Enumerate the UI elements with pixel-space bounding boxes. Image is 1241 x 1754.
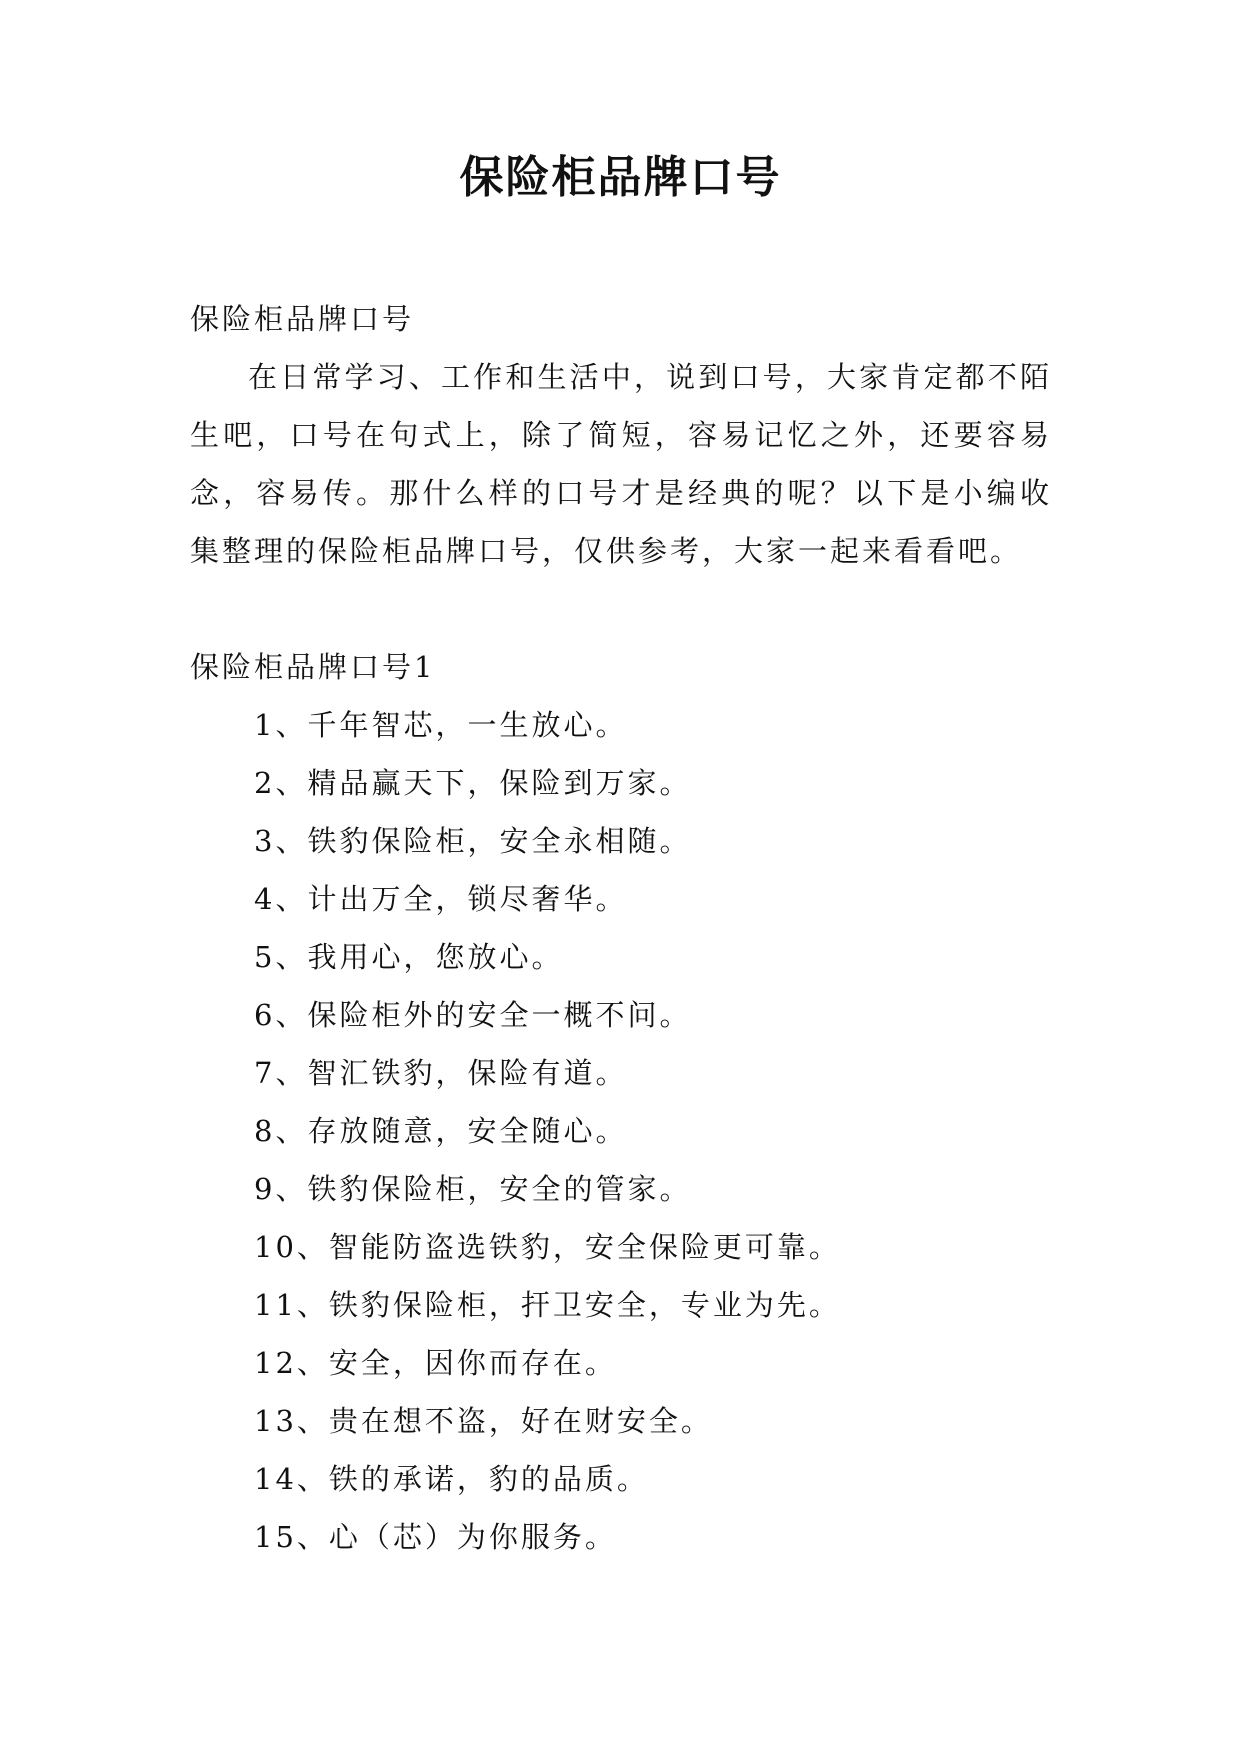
slogan-item: 2、精品赢天下，保险到万家。 [254,766,692,800]
slogan-item: 13、贵在想不盗，好在财安全。 [254,1404,713,1438]
slogan-item: 3、铁豹保险柜，安全永相随。 [254,824,692,858]
slogan-item: 7、智汇铁豹，保险有道。 [254,1056,628,1090]
document-subheading: 保险柜品牌口号 [190,302,415,336]
intro-paragraph: 在日常学习、工作和生活中，说到口号，大家肯定都不陌生吧，口号在句式上，除了简短，容易记忆之外，还要容易念，容易传。那什么样的口号才是经典的呢？以下是小编收集整理的保险柜品牌口号，仅供参考，大家一起来看看吧。 [190,360,1052,568]
section-heading: 保险柜品牌口号1 [190,650,436,684]
slogan-item: 5、我用心，您放心。 [254,940,564,974]
slogan-item: 15、心（芯）为你服务。 [254,1520,617,1554]
paragraph-spacer [190,580,1052,638]
slogan-item: 9、铁豹保险柜，安全的管家。 [254,1172,692,1206]
slogan-item: 8、存放随意，安全随心。 [254,1114,628,1148]
slogan-item: 14、铁的承诺，豹的品质。 [254,1462,649,1496]
slogan-item: 11、铁豹保险柜，扞卫安全，专业为先。 [254,1288,841,1322]
slogan-item: 1、千年智芯，一生放心。 [254,708,628,742]
slogan-item: 4、计出万全，锁尽奢华。 [254,882,628,916]
document-title: 保险柜品牌口号 [459,152,782,203]
slogan-item: 6、保险柜外的安全一概不问。 [254,998,692,1032]
document-body [190,290,1052,1566]
slogan-item: 12、安全，因你而存在。 [254,1346,617,1380]
slogan-list [190,696,1052,1566]
slogan-item: 10、智能防盗选铁豹，安全保险更可靠。 [254,1230,841,1264]
